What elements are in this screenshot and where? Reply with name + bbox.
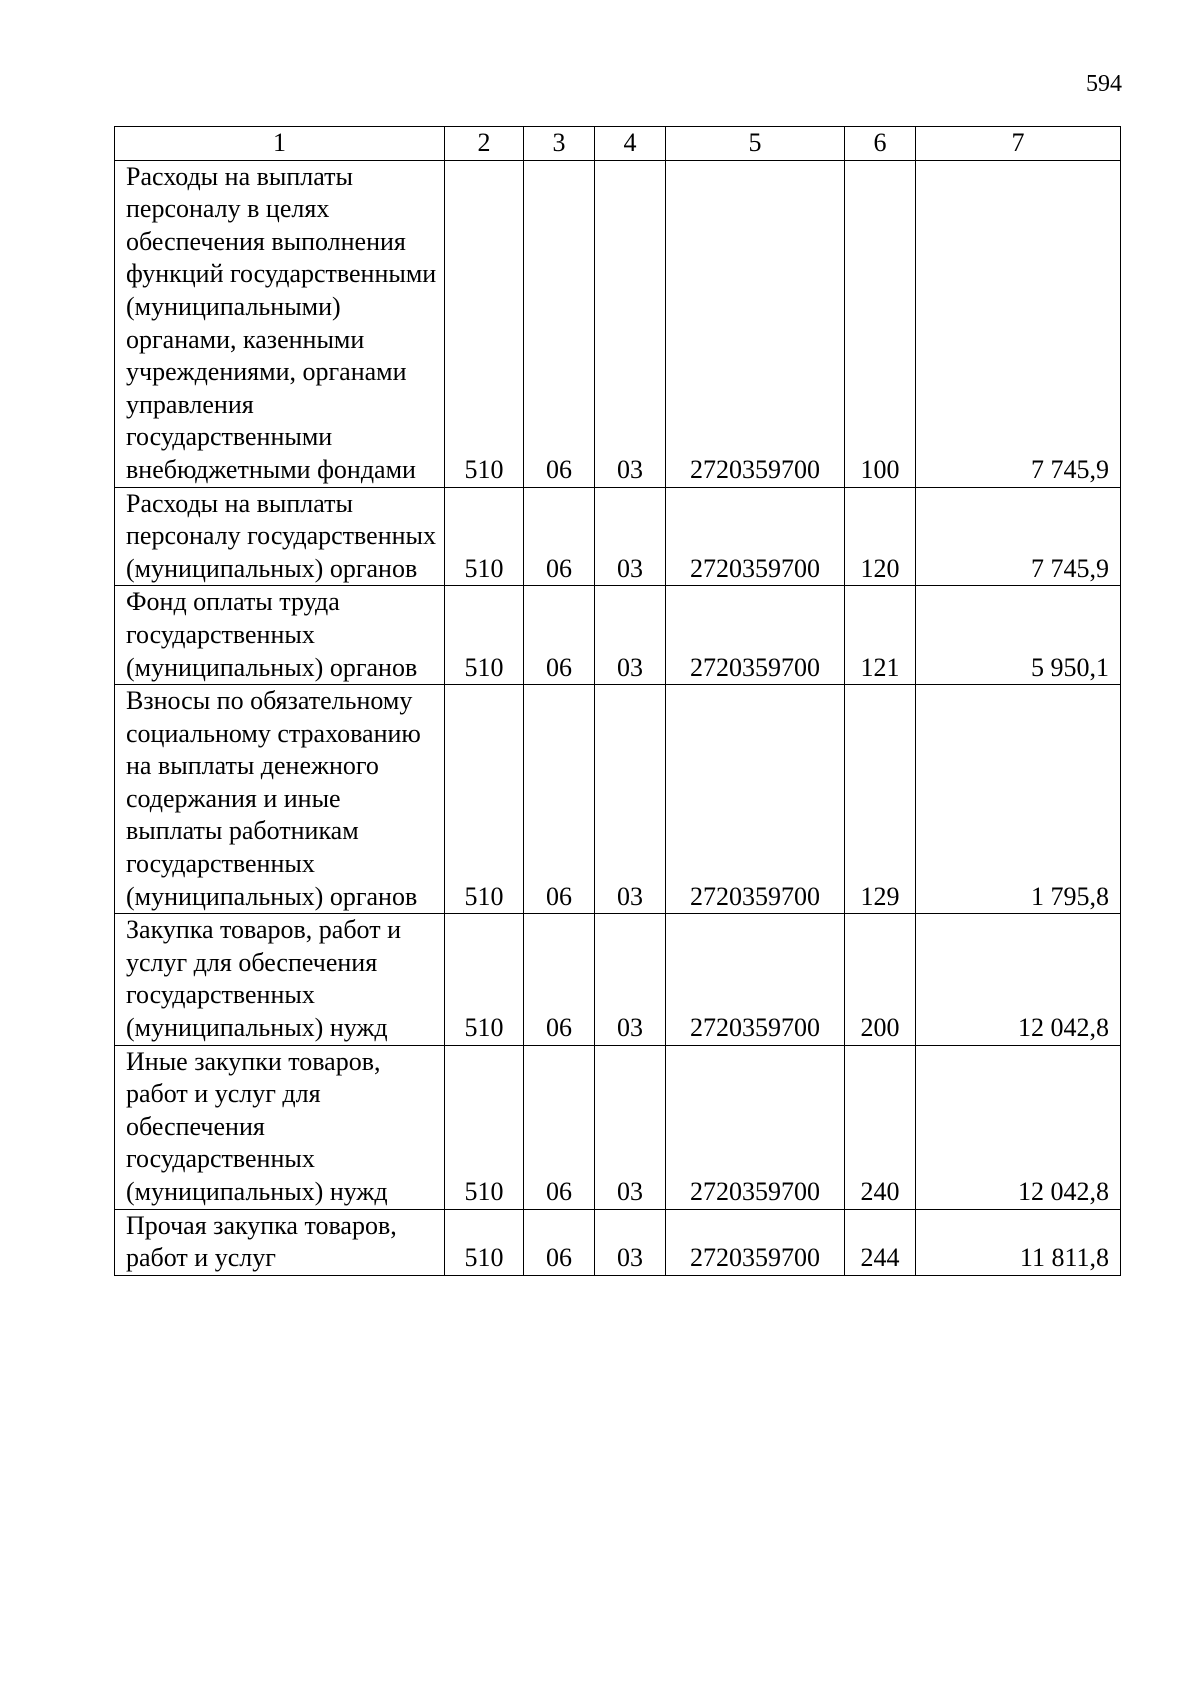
row-code-5: 2720359700 (666, 160, 845, 487)
row-code-6: 240 (845, 1045, 916, 1209)
row-code-6: 100 (845, 160, 916, 487)
budget-table (114, 126, 1121, 1276)
column-header: 6 (845, 127, 916, 161)
table-row (115, 685, 1121, 914)
row-code-4: 03 (595, 685, 666, 914)
row-code-2: 510 (445, 160, 524, 487)
column-header: 1 (115, 127, 445, 161)
table-row (115, 160, 1121, 487)
row-code-5: 2720359700 (666, 914, 845, 1045)
row-description: Взносы по обязательному социальному страхованию на выплаты денежного содержания и иные выплаты работникам государственных (муниципальных) органов (115, 685, 445, 914)
column-header: 7 (916, 127, 1121, 161)
column-header: 5 (666, 127, 845, 161)
row-code-2: 510 (445, 914, 524, 1045)
row-code-5: 2720359700 (666, 487, 845, 586)
row-code-5: 2720359700 (666, 1209, 845, 1275)
row-description: Прочая закупка товаров, работ и услуг (115, 1209, 445, 1275)
row-amount: 5 950,1 (916, 586, 1121, 685)
row-code-2: 510 (445, 685, 524, 914)
row-code-5: 2720359700 (666, 586, 845, 685)
row-code-4: 03 (595, 1045, 666, 1209)
row-description: Расходы на выплаты персоналу в целях обеспечения выполнения функций государственными (муниципальными) органами, казенными учреждениями, органами управления государственными внебюджетными фондами (115, 160, 445, 487)
table-row (115, 1045, 1121, 1209)
row-code-5: 2720359700 (666, 685, 845, 914)
row-code-2: 510 (445, 487, 524, 586)
row-code-4: 03 (595, 487, 666, 586)
row-code-3: 06 (524, 1209, 595, 1275)
table-row (115, 914, 1121, 1045)
row-code-2: 510 (445, 1045, 524, 1209)
row-code-2: 510 (445, 586, 524, 685)
row-code-3: 06 (524, 1045, 595, 1209)
row-code-3: 06 (524, 487, 595, 586)
table-header-row (115, 127, 1121, 161)
column-header: 2 (445, 127, 524, 161)
row-amount: 7 745,9 (916, 487, 1121, 586)
row-code-4: 03 (595, 914, 666, 1045)
row-code-6: 120 (845, 487, 916, 586)
table-row (115, 586, 1121, 685)
row-code-6: 129 (845, 685, 916, 914)
column-header: 4 (595, 127, 666, 161)
row-code-5: 2720359700 (666, 1045, 845, 1209)
row-code-3: 06 (524, 586, 595, 685)
row-amount: 11 811,8 (916, 1209, 1121, 1275)
row-code-4: 03 (595, 160, 666, 487)
table-row (115, 487, 1121, 586)
row-amount: 12 042,8 (916, 914, 1121, 1045)
row-code-6: 121 (845, 586, 916, 685)
row-code-4: 03 (595, 1209, 666, 1275)
row-code-6: 200 (845, 914, 916, 1045)
row-code-3: 06 (524, 914, 595, 1045)
row-code-4: 03 (595, 586, 666, 685)
row-description: Фонд оплаты труда государственных (муниципальных) органов (115, 586, 445, 685)
row-description: Иные закупки товаров, работ и услуг для обеспечения государственных (муниципальных) нужд (115, 1045, 445, 1209)
column-header: 3 (524, 127, 595, 161)
row-code-6: 244 (845, 1209, 916, 1275)
row-code-3: 06 (524, 160, 595, 487)
row-amount: 12 042,8 (916, 1045, 1121, 1209)
table-row (115, 1209, 1121, 1275)
row-code-3: 06 (524, 685, 595, 914)
row-code-2: 510 (445, 1209, 524, 1275)
row-description: Закупка товаров, работ и услуг для обеспечения государственных (муниципальных) нужд (115, 914, 445, 1045)
row-amount: 7 745,9 (916, 160, 1121, 487)
page-number: 594 (1086, 71, 1122, 97)
row-description: Расходы на выплаты персоналу государственных (муниципальных) органов (115, 487, 445, 586)
row-amount: 1 795,8 (916, 685, 1121, 914)
